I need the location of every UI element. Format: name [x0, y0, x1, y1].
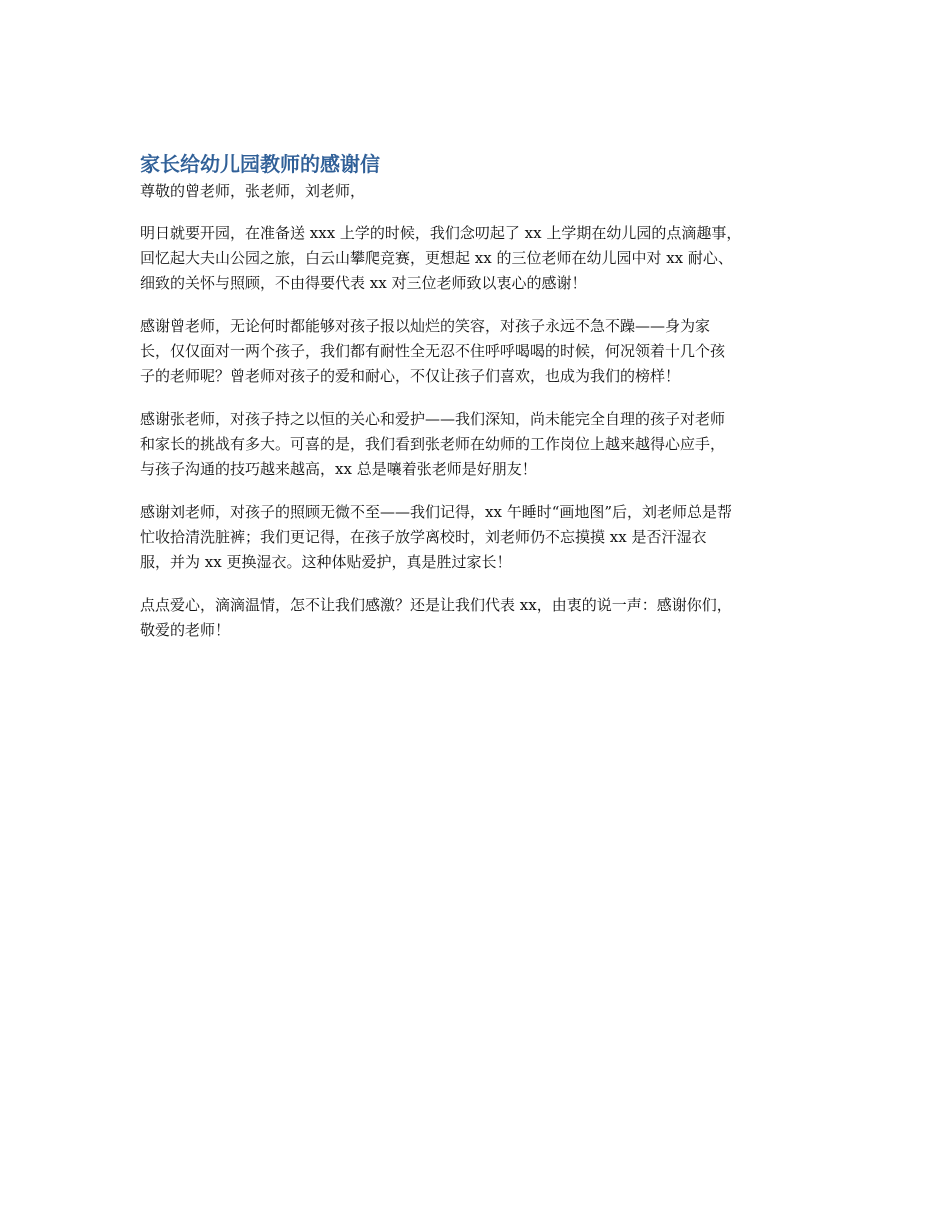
- paragraph-line: 与孩子沟通的技巧越来越高，xx 总是嚷着张老师是好朋友！: [140, 460, 537, 478]
- paragraph-line: 忙收拾清洗脏裤；我们更记得，在孩子放学离校时，刘老师仍不忘摸摸 xx 是否汗湿衣: [140, 528, 707, 546]
- paragraph-line: 感谢刘老师，对孩子的照顾无微不至——我们记得，xx 午睡时“画地图”后，刘老师总是帮: [140, 503, 733, 521]
- paragraph-line: 细致的关怀与照顾，不由得要代表 xx 对三位老师致以衷心的感谢！: [140, 274, 587, 292]
- paragraph-line: 点点爱心，滴滴温情，怎不让我们感激？还是让我们代表 xx，由衷的说一声：感谢你们，: [140, 596, 732, 614]
- paragraph-thanks-liu: [140, 500, 810, 575]
- letter-title: 家长给幼儿园教师的感谢信: [140, 152, 380, 176]
- paragraph-line: 感谢张老师，对孩子持之以恒的关心和爱护——我们深知，尚未能完全自理的孩子对老师: [140, 410, 726, 428]
- paragraph-line: 敬爱的老师！: [140, 621, 231, 639]
- paragraph-closing: [140, 593, 810, 643]
- paragraph-line: 和家长的挑战有多大。可喜的是，我们看到张老师在幼师的工作岗位上越来越得心应手，: [140, 435, 726, 453]
- paragraph-line: 回忆起大夫山公园之旅，白云山攀爬竞赛，更想起 xx 的三位老师在幼儿园中对 xx 耐心、: [140, 249, 733, 267]
- paragraph-thanks-zhang: [140, 407, 810, 482]
- paragraph-line: 服，并为 xx 更换湿衣。这种体贴爱护，真是胜过家长！: [140, 553, 512, 571]
- paragraph-line: 长，仅仅面对一两个孩子，我们都有耐性全无忍不住呼呼喝喝的时候，何况领着十几个孩: [140, 342, 726, 360]
- letter-salutation: 尊敬的曾老师，张老师，刘老师，: [140, 182, 366, 200]
- letter-content: [140, 150, 810, 643]
- paragraph-line: 子的老师呢？曾老师对孩子的爱和耐心，不仅让孩子们喜欢，也成为我们的榜样！: [140, 367, 681, 385]
- paragraph-line: 明日就要开园，在准备送 xxx 上学的时候，我们念叨起了 xx 上学期在幼儿园的点滴趣事，: [140, 224, 742, 242]
- paragraph-line: 感谢曾老师，无论何时都能够对孩子报以灿烂的笑容，对孩子永远不急不躁——身为家: [140, 317, 711, 335]
- paragraph-thanks-zeng: [140, 314, 810, 389]
- paragraph-opening: [140, 221, 810, 296]
